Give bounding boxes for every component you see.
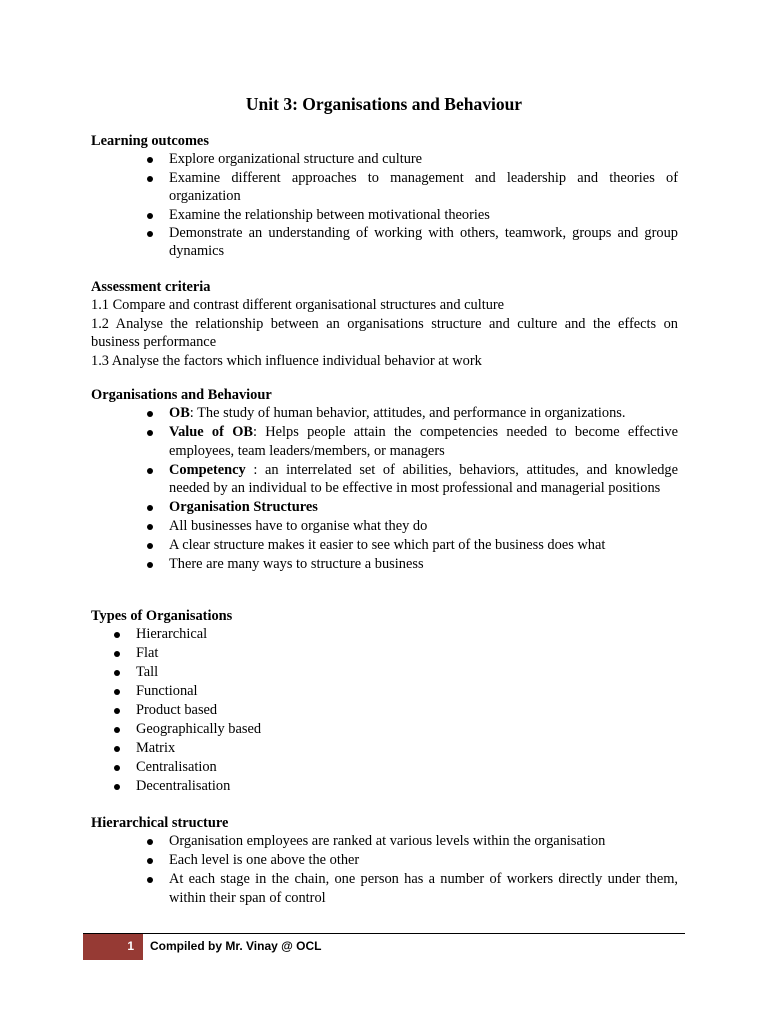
list-item: Explore organizational structure and culture	[91, 150, 678, 168]
footer-divider	[83, 933, 685, 934]
org-behaviour-section	[91, 386, 678, 574]
page-title: Unit 3: Organisations and Behaviour	[245, 94, 523, 114]
term-label: Organisation Structures	[169, 499, 318, 516]
list-item	[91, 423, 678, 460]
hierarchical-list	[91, 832, 678, 907]
criterion-item: 1.3 Analyse the factors which influence individual behavior at work	[91, 352, 482, 369]
list-item: Functional	[91, 682, 678, 701]
learning-outcomes-section	[91, 132, 678, 261]
footer-credit: Compiled by Mr. Vinay @ OCL	[150, 939, 322, 953]
list-item: Examine different approaches to management and leadership and theories of organization	[91, 169, 678, 206]
list-item: Product based	[91, 701, 678, 720]
types-section	[91, 607, 678, 796]
list-item: Demonstrate an understanding of working with others, teamwork, groups and group dynamics	[91, 224, 678, 261]
types-heading: Types of Organisations	[91, 608, 233, 624]
org-behaviour-heading: Organisations and Behaviour	[91, 387, 272, 403]
list-item: At each stage in the chain, one person has a number of workers directly under them, within their span of control	[91, 870, 678, 907]
list-item: There are many ways to structure a business	[91, 555, 678, 574]
list-item: Tall	[91, 663, 678, 682]
org-behaviour-list	[91, 404, 678, 574]
list-item	[91, 498, 678, 517]
types-list	[91, 625, 678, 796]
list-item: Hierarchical	[91, 625, 678, 644]
term-label: Competency	[169, 461, 246, 478]
hierarchical-section	[91, 814, 678, 908]
learning-outcomes-heading: Learning outcomes	[91, 133, 209, 149]
learning-outcomes-list	[91, 150, 678, 260]
assessment-criteria-heading: Assessment criteria	[91, 279, 211, 295]
list-item: Organisation employees are ranked at various levels within the organisation	[91, 832, 678, 851]
list-item	[91, 461, 678, 498]
list-item: Each level is one above the other	[91, 851, 678, 870]
criterion-item: 1.1 Compare and contrast different organisational structures and culture	[91, 297, 505, 314]
term-label: OB	[169, 405, 190, 422]
term-definition: : Helps people attain the competencies needed to become effective employees, team leaders/members, or managers	[169, 424, 678, 459]
criterion-item: 1.2 Analyse the relationship between an organisations structure and culture and the effects on business performance	[91, 315, 678, 351]
list-item: Flat	[91, 644, 678, 663]
list-item: Examine the relationship between motivational theories	[91, 206, 678, 224]
list-item: A clear structure makes it easier to see which part of the business does what	[91, 536, 678, 555]
list-item	[91, 404, 678, 423]
page-number-badge: 1	[83, 934, 143, 960]
term-definition: : an interrelated set of abilities, behaviors, attitudes, and knowledge needed by an individual to be effective in most professional and managerial positions	[169, 461, 678, 497]
term-definition: : The study of human behavior, attitudes, and performance in organizations.	[189, 405, 626, 422]
list-item: All businesses have to organise what they do	[91, 517, 678, 536]
term-label: Value of OB	[169, 424, 253, 441]
list-item: Decentralisation	[91, 777, 678, 796]
list-item: Geographically based	[91, 720, 678, 739]
hierarchical-heading: Hierarchical structure	[91, 815, 229, 831]
assessment-criteria-section	[91, 278, 678, 370]
list-item: Centralisation	[91, 758, 678, 777]
list-item: Matrix	[91, 739, 678, 758]
